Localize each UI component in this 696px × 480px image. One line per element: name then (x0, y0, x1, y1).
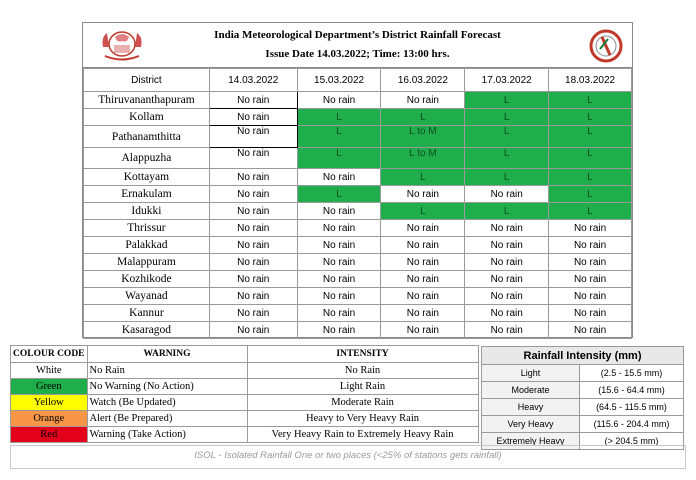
legend-row (11, 363, 479, 379)
forecast-cell: No rain (381, 237, 465, 254)
table-row (84, 288, 632, 305)
intensity-text: Light Rain (247, 379, 478, 395)
intensity-label: Very Heavy (482, 416, 580, 433)
warning-text: No Warning (No Action) (87, 379, 247, 395)
forecast-cell: L (549, 169, 632, 186)
colour-swatch: Green (11, 379, 88, 395)
colour-swatch: Orange (11, 411, 88, 427)
table-row (84, 271, 632, 288)
intensity-row (482, 399, 684, 416)
forecast-cell: L (549, 186, 632, 203)
forecast-cell: L (549, 203, 632, 220)
district-name: Ernakulam (84, 186, 210, 203)
forecast-cell: L (549, 148, 632, 169)
table-row (84, 322, 632, 339)
forecast-cell: No rain (549, 305, 632, 322)
forecast-cell: L to M (381, 126, 465, 148)
intensity-range: (15.6 - 64.4 mm) (580, 382, 684, 399)
forecast-cell: L (297, 126, 381, 148)
intensity-text: No Rain (247, 363, 478, 379)
forecast-cell: No rain (549, 288, 632, 305)
forecast-cell: No rain (209, 322, 297, 339)
intensity-title: Rainfall Intensity (mm) (482, 347, 684, 365)
footnote: ISOL - Isolated Rainfall One or two places (<25% of stations gets rainfall) (194, 450, 502, 461)
forecast-cell: No rain (209, 271, 297, 288)
forecast-cell: L (465, 109, 549, 126)
forecast-cell: L (465, 92, 549, 109)
forecast-cell: No rain (297, 271, 381, 288)
district-name: Kozhikode (84, 271, 210, 288)
forecast-cell: No rain (297, 254, 381, 271)
forecast-cell: No rain (209, 148, 297, 169)
intensity-text: Very Heavy Rain to Extremely Heavy Rain (247, 427, 478, 443)
legend-row (11, 395, 479, 411)
intensity-text: Moderate Rain (247, 395, 478, 411)
district-name: Wayanad (84, 288, 210, 305)
district-name: Alappuzha (84, 148, 210, 169)
forecast-cell: No rain (381, 220, 465, 237)
warning-legend (10, 345, 479, 443)
intensity-range: (> 204.5 mm) (580, 433, 684, 450)
table-row (84, 237, 632, 254)
forecast-cell: L (297, 148, 381, 169)
legend-header: INTENSITY (247, 346, 478, 363)
issue-date: Issue Date 14.03.2022; Time: 13:00 hrs. (265, 48, 450, 60)
legend-row (11, 411, 479, 427)
date-header: 18.03.2022 (549, 69, 632, 92)
forecast-cell: L to M (381, 148, 465, 169)
forecast-cell: No rain (465, 305, 549, 322)
forecast-cell: No rain (381, 305, 465, 322)
forecast-cell: L (549, 109, 632, 126)
forecast-cell: L (381, 203, 465, 220)
forecast-cell: L (465, 126, 549, 148)
forecast-cell: L (465, 148, 549, 169)
table-row (84, 169, 632, 186)
forecast-cell: L (549, 126, 632, 148)
forecast-cell: No rain (549, 220, 632, 237)
forecast-cell: L (465, 169, 549, 186)
forecast-cell: No rain (381, 271, 465, 288)
forecast-cell: No rain (465, 271, 549, 288)
legend-header: WARNING (87, 346, 247, 363)
forecast-cell: No rain (465, 237, 549, 254)
forecast-cell: No rain (297, 288, 381, 305)
district-name: Kasaragod (84, 322, 210, 339)
district-name: Kottayam (84, 169, 210, 186)
legend-row (11, 379, 479, 395)
table-row (84, 109, 632, 126)
intensity-row (482, 416, 684, 433)
legend-row (11, 427, 479, 443)
intensity-title-row (482, 347, 684, 365)
forecast-cell: No rain (297, 169, 381, 186)
legend-header: COLOUR CODE (11, 346, 88, 363)
warning-text: Watch (Be Updated) (87, 395, 247, 411)
forecast-cell: No rain (209, 220, 297, 237)
district-name: Pathanamthitta (84, 126, 210, 148)
district-name: Kollam (84, 109, 210, 126)
table-row (84, 305, 632, 322)
intensity-row (482, 382, 684, 399)
date-header: 14.03.2022 (209, 69, 297, 92)
forecast-cell: No rain (297, 237, 381, 254)
forecast-cell: No rain (381, 254, 465, 271)
forecast-cell: No rain (209, 186, 297, 203)
forecast-header (83, 23, 632, 68)
forecast-cell: No rain (297, 322, 381, 339)
intensity-row (482, 365, 684, 382)
forecast-cell: No rain (297, 92, 381, 109)
forecast-header-row (84, 69, 632, 92)
intensity-label: Heavy (482, 399, 580, 416)
table-row (84, 220, 632, 237)
forecast-cell: No rain (209, 109, 297, 126)
forecast-cell: No rain (381, 288, 465, 305)
forecast-cell: No rain (209, 288, 297, 305)
forecast-cell: L (381, 169, 465, 186)
intensity-label: Moderate (482, 382, 580, 399)
table-row (84, 203, 632, 220)
forecast-cell: No rain (209, 305, 297, 322)
intensity-text: Heavy to Very Heavy Rain (247, 411, 478, 427)
forecast-cell: L (297, 109, 381, 126)
forecast-table (83, 68, 632, 339)
forecast-cell: L (549, 92, 632, 109)
table-row (84, 126, 632, 148)
forecast-cell: No rain (209, 254, 297, 271)
forecast-cell: No rain (209, 92, 297, 109)
district-name: Thiruvananthapuram (84, 92, 210, 109)
district-name: Malappuram (84, 254, 210, 271)
intensity-range: (115.6 - 204.4 mm) (580, 416, 684, 433)
table-row (84, 254, 632, 271)
intensity-range: (64.5 - 115.5 mm) (580, 399, 684, 416)
forecast-cell: No rain (381, 186, 465, 203)
district-name: Idukki (84, 203, 210, 220)
warning-text: No Rain (87, 363, 247, 379)
forecast-cell: No rain (297, 220, 381, 237)
warning-text: Alert (Be Prepared) (87, 411, 247, 427)
intensity-range: (2.5 - 15.5 mm) (580, 365, 684, 382)
forecast-cell: L (465, 203, 549, 220)
table-row (84, 92, 632, 109)
rainfall-intensity-table (481, 346, 684, 450)
forecast-cell: No rain (465, 322, 549, 339)
forecast-cell: No rain (297, 203, 381, 220)
district-name: Palakkad (84, 237, 210, 254)
page-title: India Meteorological Department’s District Rainfall Forecast (214, 29, 501, 41)
forecast-cell: No rain (549, 254, 632, 271)
forecast-cell: No rain (381, 92, 465, 109)
forecast-cell: No rain (465, 288, 549, 305)
forecast-cell: No rain (549, 237, 632, 254)
colour-swatch: Yellow (11, 395, 88, 411)
date-header: 16.03.2022 (381, 69, 465, 92)
imd-logo-icon (588, 29, 624, 63)
forecast-panel (82, 22, 633, 338)
intensity-label: Light (482, 365, 580, 382)
forecast-cell: No rain (465, 186, 549, 203)
forecast-cell: L (297, 186, 381, 203)
district-name: Thrissur (84, 220, 210, 237)
date-header: 17.03.2022 (465, 69, 549, 92)
date-header: 15.03.2022 (297, 69, 381, 92)
forecast-cell: No rain (209, 169, 297, 186)
legend-header-row (11, 346, 479, 363)
forecast-cell: No rain (549, 322, 632, 339)
district-name: Kannur (84, 305, 210, 322)
footnote-box (10, 445, 686, 469)
forecast-cell: No rain (209, 237, 297, 254)
forecast-cell: No rain (549, 271, 632, 288)
intensity-label: Extremely Heavy (482, 433, 580, 450)
colour-swatch: Red (11, 427, 88, 443)
table-row (84, 186, 632, 203)
forecast-cell: No rain (465, 220, 549, 237)
forecast-cell: No rain (297, 305, 381, 322)
district-column-header: District (84, 69, 210, 92)
forecast-cell: No rain (209, 126, 297, 148)
forecast-cell: No rain (465, 254, 549, 271)
colour-swatch: White (11, 363, 88, 379)
forecast-cell: No rain (381, 322, 465, 339)
table-row (84, 148, 632, 169)
forecast-cell: No rain (209, 203, 297, 220)
forecast-cell: L (381, 109, 465, 126)
warning-text: Warning (Take Action) (87, 427, 247, 443)
